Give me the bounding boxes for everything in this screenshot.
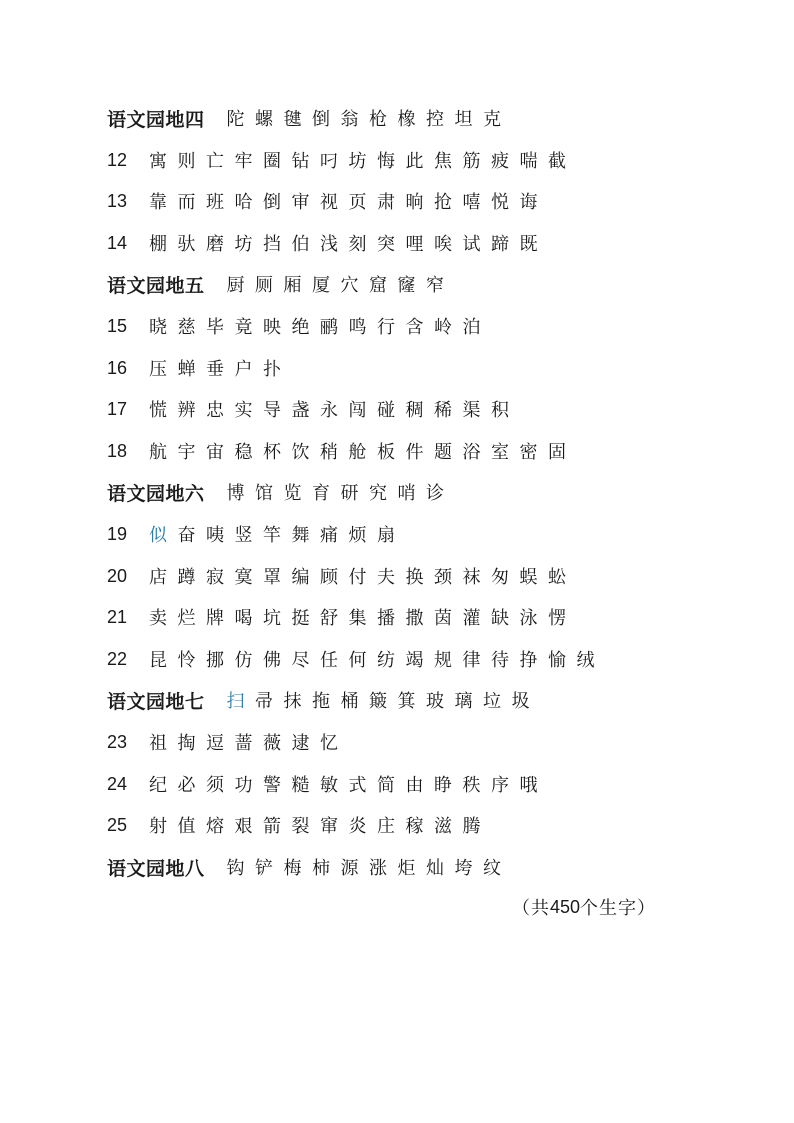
lesson-row — [107, 145, 577, 175]
characters: 钩铲梅柿源涨炬灿垮纹 — [226, 858, 512, 879]
section-title: 语文园地七 — [107, 690, 205, 713]
lesson-row — [107, 644, 605, 674]
footer-count: 450 — [550, 896, 581, 917]
lesson-row — [107, 394, 520, 424]
lesson-row — [107, 519, 406, 549]
section-row — [107, 103, 512, 133]
characters: 祖掏逗蔷薇逮忆 — [149, 733, 349, 754]
characters: 棚驮磨坊挡伯浅刻突哩唉试蹄既 — [149, 234, 548, 255]
lesson-row — [107, 228, 548, 258]
character-list — [149, 604, 577, 630]
lesson-number: 22 — [107, 648, 128, 669]
lesson-row — [107, 311, 491, 341]
characters: 射值熔艰箭裂窜炎庄稼滋腾 — [149, 816, 491, 837]
characters: 陀螺毽倒翁枪橡控坦克 — [226, 109, 512, 130]
character-list — [227, 105, 512, 131]
character-list — [227, 687, 541, 713]
lesson-number: 16 — [107, 357, 128, 378]
character-list — [149, 812, 491, 838]
characters: 博馆览育研究哨诊 — [226, 483, 455, 504]
lesson-number: 12 — [107, 149, 128, 170]
lesson-number: 24 — [107, 773, 128, 794]
characters: 厨厕厢厦穴窟窿窄 — [226, 275, 455, 296]
character-list — [149, 438, 577, 464]
lesson-row — [107, 727, 349, 757]
character-list — [149, 230, 548, 256]
character-list — [149, 646, 605, 672]
highlighted-character: 扫 — [226, 691, 256, 712]
character-list — [149, 729, 349, 755]
characters: 店蹲寂寞罩编顾付夫换颈袜匆蜈蚣 — [149, 567, 577, 588]
character-list — [149, 355, 292, 381]
lesson-number: 25 — [107, 814, 128, 835]
characters: 帚抹拖桶簸箕玻璃垃圾 — [255, 691, 541, 712]
total-count-note — [512, 892, 656, 922]
lesson-row — [107, 561, 577, 591]
characters: 昆怜挪仿佛尽任何纺竭规律待挣愉绒 — [149, 650, 605, 671]
character-list — [149, 313, 491, 339]
characters: 卖烂牌喝坑挺舒集播撒茵灌缺泳愣 — [149, 608, 577, 629]
characters: 航宇宙稳杯饮稍舱板件题浴室密固 — [149, 442, 577, 463]
characters: 奋咦竖竿舞痛烦扇 — [177, 525, 406, 546]
lesson-row — [107, 353, 292, 383]
character-list — [149, 521, 406, 547]
characters: 晓慈毕竟映绝鹂鸣行含岭泊 — [149, 317, 491, 338]
footer-open: （共 — [512, 898, 550, 919]
lesson-row — [107, 769, 548, 799]
lesson-number: 17 — [107, 398, 128, 419]
characters: 压蝉垂户扑 — [149, 359, 292, 380]
character-list — [149, 563, 577, 589]
section-row — [107, 852, 512, 882]
character-list — [227, 479, 455, 505]
lesson-number: 23 — [107, 731, 128, 752]
characters: 纪必须功警糙敏式简由睁秩序哦 — [149, 775, 548, 796]
lesson-row — [107, 436, 577, 466]
character-list — [227, 854, 512, 880]
section-row — [107, 685, 540, 715]
lesson-row — [107, 810, 491, 840]
section-row — [107, 477, 455, 507]
section-row — [107, 269, 455, 299]
lesson-number: 20 — [107, 565, 128, 586]
section-title: 语文园地八 — [107, 857, 205, 880]
lesson-number: 19 — [107, 523, 128, 544]
section-title: 语文园地五 — [107, 274, 205, 297]
character-list — [149, 188, 548, 214]
section-title: 语文园地六 — [107, 482, 205, 505]
footer-close: 个生字） — [580, 898, 657, 919]
section-title: 语文园地四 — [107, 108, 205, 131]
lesson-row — [107, 186, 548, 216]
characters: 慌辨忠实导盏永闯碰稠稀渠积 — [149, 400, 520, 421]
characters: 靠而班哈倒审视页肃晌抢嘻悦诲 — [149, 192, 548, 213]
lesson-number: 14 — [107, 232, 128, 253]
lesson-row — [107, 602, 577, 632]
character-list — [227, 271, 455, 297]
lesson-number: 21 — [107, 606, 128, 627]
lesson-number: 13 — [107, 190, 128, 211]
character-list — [149, 147, 577, 173]
character-list — [149, 771, 548, 797]
highlighted-character: 似 — [149, 525, 178, 546]
character-list — [149, 396, 520, 422]
characters: 寓则亡牢圈钻叼坊悔此焦筋疲喘截 — [149, 151, 577, 172]
lesson-number: 18 — [107, 440, 128, 461]
lesson-number: 15 — [107, 315, 128, 336]
